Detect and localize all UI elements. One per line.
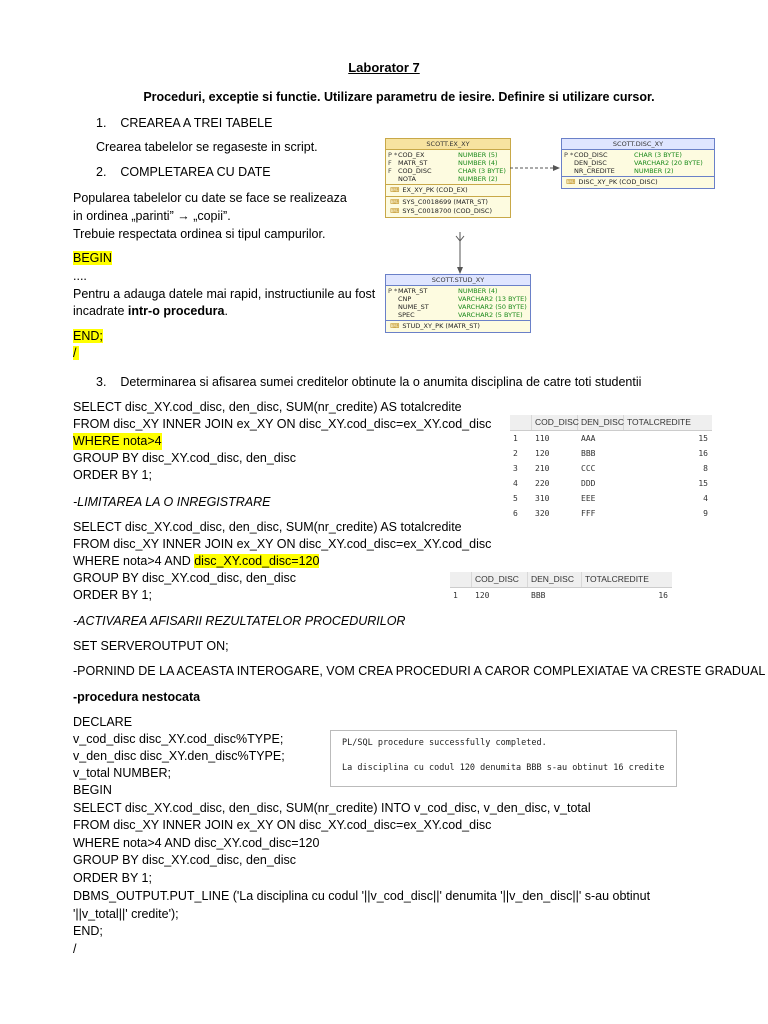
er-columns [386, 150, 510, 185]
er-column: P * COD_DISC CHAR (3 BYTE) [564, 151, 682, 159]
proc-line: DECLARE [73, 715, 133, 729]
query1-where: WHERE nota>4 [73, 434, 162, 448]
serveroutput-line: SET SERVEROUTPUT ON; [73, 639, 229, 653]
grid-corner [510, 415, 532, 430]
grid-header-cell: DEN_DISC [528, 572, 582, 587]
end-keyword: END; [73, 329, 103, 343]
er-table-title: SCOTT.STUD_XY [386, 275, 530, 286]
section-2-paragraph: Popularea tabelelor cu date se face se realizeaza [73, 191, 347, 205]
key-icon: ⌨ [566, 178, 576, 186]
proc-line: BEGIN [73, 783, 112, 797]
query1-line: SELECT disc_XY.cod_disc, den_disc, SUM(nr_credite) AS totalcredite [73, 400, 462, 414]
proc-line: WHERE nota>4 AND disc_XY.cod_disc=120 [73, 836, 320, 850]
er-column: CNP VARCHAR2 (13 BYTE) [398, 295, 527, 303]
console-line: La disciplina cu codul 120 denumita BBB s-au obtinut 16 credite [342, 763, 665, 773]
table-row: 2 120 BBB 16 [513, 449, 708, 458]
query1-line: FROM disc_XY INNER JOIN ex_XY ON disc_XY.cod_disc=ex_XY.cod_disc [73, 417, 492, 431]
er-table-title: SCOTT.EX_XY [386, 139, 510, 150]
grid-header-cell: DEN_DISC [578, 415, 624, 430]
section-2-title: 2. COMPLETAREA CU DATE [96, 165, 271, 179]
grid-header [450, 572, 672, 588]
query1-line: ORDER BY 1; [73, 468, 152, 482]
er-table-disc [561, 138, 715, 189]
er-columns [562, 150, 714, 177]
key-icon: ⌨ [390, 186, 400, 194]
er-column: NOTA NUMBER (2) [398, 175, 498, 183]
er-column: SPEC VARCHAR2 (5 BYTE) [398, 311, 523, 319]
procedure-heading: -procedura nestocata [73, 690, 201, 704]
proc-line: DBMS_OUTPUT.PUT_LINE ('La disciplina cu codul '||v_cod_disc||' denumita '||v_den_disc||' s-au obtinut [73, 889, 651, 903]
er-primary-key: ⌨ DISC_XY_PK (COD_DISC) [566, 178, 658, 186]
query2-line: ORDER BY 1; [73, 588, 152, 602]
activate-heading: -ACTIVAREA AFISARII REZULTATELOR PROCEDURILOR [73, 614, 406, 628]
proc-line: v_den_disc disc_XY.den_disc%TYPE; [73, 749, 285, 763]
text-fragment: WHERE nota>4 AND [73, 554, 195, 568]
table-row: 4 220 DDD 15 [513, 479, 708, 488]
proc-line: '||v_total||' credite'); [73, 907, 179, 921]
slash-terminator: / [73, 346, 79, 360]
er-column: F COD_DISC CHAR (3 BYTE) [388, 167, 506, 175]
text-fragment: incadrate [73, 304, 128, 318]
grid-header-cell: COD_DISC [532, 415, 578, 430]
section-1-text: Crearea tabelelor se regaseste in script. [96, 140, 318, 154]
query2-line: SELECT disc_XY.cod_disc, den_disc, SUM(nr_credite) AS totalcredite [73, 520, 462, 534]
section-2-paragraph: in ordinea „parinti” → „copii”. [73, 209, 231, 223]
page-subtitle: Proceduri, exceptie si functie. Utilizare parametru de iesire. Definire si utilizare cursor. [143, 90, 655, 104]
table-row: 1 120 BBB 16 [453, 591, 668, 600]
er-column: P * MATR_ST NUMBER (4) [388, 287, 498, 295]
table-row: 3 210 CCC 8 [513, 464, 708, 473]
table-row: 6 320 FFF 9 [513, 509, 708, 518]
er-table-title: SCOTT.DISC_XY [562, 139, 714, 150]
console-line: PL/SQL procedure successfully completed. [342, 738, 547, 748]
er-column: DEN_DISC VARCHAR2 (20 BYTE) [574, 159, 703, 167]
grid-header-cell: COD_DISC [472, 572, 528, 587]
ellipsis-text: .... [73, 269, 87, 283]
er-primary-key: ⌨ EX_XY_PK (COD_EX) [386, 185, 510, 197]
proc-line: v_total NUMBER; [73, 766, 171, 780]
section-2-paragraph: Pentru a adauga datele mai rapid, instructiunile au fost [73, 287, 376, 301]
arrow-head-icon [457, 267, 463, 274]
er-foreign-keys: ⌨ SYS_C0018699 (MATR_ST) ⌨ SYS_C0018700 (COD_DISC) [390, 198, 492, 215]
grid-corner [450, 572, 472, 587]
proc-line: FROM disc_XY INNER JOIN ex_XY ON disc_XY.cod_disc=ex_XY.cod_disc [73, 818, 492, 832]
query1-line: GROUP BY disc_XY.cod_disc, den_disc [73, 451, 297, 465]
query2-line: GROUP BY disc_XY.cod_disc, den_disc [73, 571, 297, 585]
grid-header [510, 415, 712, 431]
bold-text: intr-o procedura [127, 304, 225, 318]
page-title: Laborator 7 [348, 60, 420, 75]
proc-line: END; [73, 924, 103, 938]
arrow-head-icon [553, 165, 560, 171]
section-2-paragraph [73, 304, 228, 318]
er-column: NR_CREDITE NUMBER (2) [574, 167, 674, 175]
key-icon: ⌨ [390, 322, 400, 330]
er-column: F MATR_ST NUMBER (4) [388, 159, 498, 167]
section-2-paragraph: Trebuie respectata ordinea si tipul campurilor. [73, 227, 326, 241]
proc-line: / [73, 942, 77, 956]
script-output-console [330, 730, 677, 787]
query2-where [73, 553, 319, 570]
key-icon: ⌨ [390, 198, 400, 206]
text-fragment: . [224, 304, 228, 318]
er-columns [386, 286, 530, 321]
limit-heading: -LIMITAREA LA O INREGISTRARE [73, 495, 271, 509]
proc-line: GROUP BY disc_XY.cod_disc, den_disc [73, 853, 297, 867]
key-icon: ⌨ [390, 207, 400, 215]
pornind-line: -PORNIND DE LA ACEASTA INTEROGARE, VOM CREA PROCEDURI A CAROR COMPLEXIATAE VA CRESTE GRADUAL [73, 664, 766, 678]
query2-line: FROM disc_XY INNER JOIN ex_XY ON disc_XY.cod_disc=ex_XY.cod_disc [73, 537, 492, 551]
grid-header-cell: TOTALCREDITE [627, 417, 691, 427]
er-column: NUME_ST VARCHAR2 (50 BYTE) [398, 303, 527, 311]
section-1-title: 1. CREAREA A TREI TABELE [96, 116, 273, 130]
highlighted-condition: disc_XY.cod_disc=120 [194, 554, 320, 568]
er-column: P * COD_EX NUMBER (5) [388, 151, 498, 159]
crow-foot-icon [456, 236, 464, 241]
grid-header-cell: TOTALCREDITE [585, 574, 649, 584]
result-grid-1 [510, 415, 712, 521]
er-primary-key: ⌨ STUD_XY_PK (MATR_ST) [390, 322, 480, 330]
result-grid-2 [450, 572, 672, 603]
proc-line: SELECT disc_XY.cod_disc, den_disc, SUM(nr_credite) INTO v_cod_disc, v_den_disc, v_total [73, 801, 591, 815]
table-row: 5 310 EEE 4 [513, 494, 708, 503]
table-row: 1 110 AAA 15 [513, 434, 708, 443]
er-table-stud [385, 274, 531, 333]
proc-line: v_cod_disc disc_XY.cod_disc%TYPE; [73, 732, 284, 746]
er-table-ex [385, 138, 511, 218]
proc-line: ORDER BY 1; [73, 871, 152, 885]
section-3-title: 3. Determinarea si afisarea sumei creditelor obtinute la o anumita disciplina de catre toti studentii [96, 375, 642, 389]
begin-keyword: BEGIN [73, 251, 112, 265]
